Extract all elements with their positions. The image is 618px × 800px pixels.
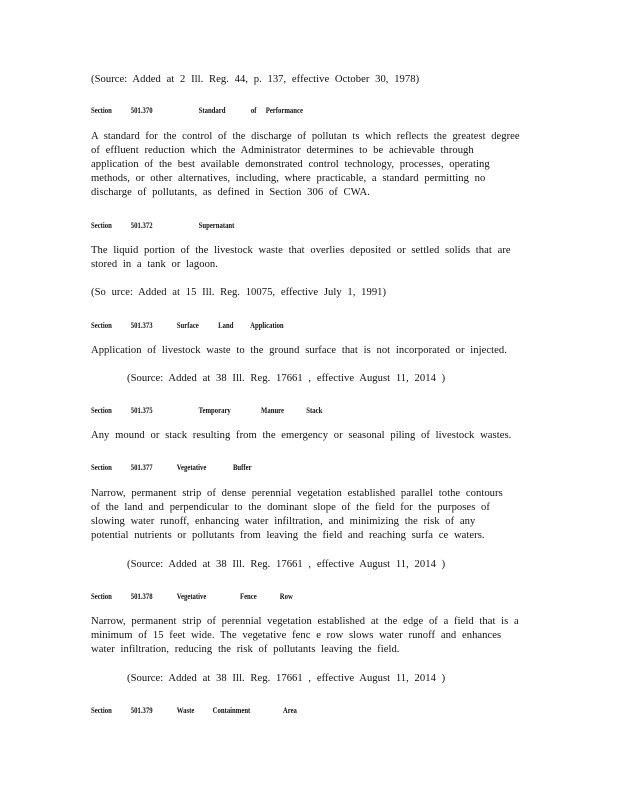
section-title-word: Surface xyxy=(176,320,199,330)
section-title-word: Manure xyxy=(261,405,285,415)
section-title-word: Buffer xyxy=(232,462,252,472)
section-title-word: Standard xyxy=(198,105,226,115)
section-label: Section xyxy=(91,462,112,472)
section-number: 501.378 xyxy=(130,591,153,601)
paragraph-line: slowing water runoff, enhancing water infiltration, and minimizing the risk of any xyxy=(91,516,476,527)
section-number: 501.377 xyxy=(130,462,153,472)
section-title-word: Performance xyxy=(265,105,303,115)
section-number: 501.372 xyxy=(130,220,153,230)
section-title-word: Waste xyxy=(176,705,195,715)
source-note: (Source: Added at 38 Ill. Reg. 17661 , effective August 11, 2014 ) xyxy=(127,373,446,384)
source-note: (Source: Added at 38 Ill. Reg. 17661 , effective August 11, 2014 ) xyxy=(127,673,446,684)
section-label: Section xyxy=(91,220,112,230)
paragraph-line: of effluent reduction which the Administrator determines to be achievable through xyxy=(91,145,474,156)
paragraph-line: minimum of 15 feet wide. The vegetative fenc e row slows water runoff and enhances xyxy=(91,630,502,641)
paragraph-line: Narrow, permanent strip of dense perennial vegetation established parallel tothe contours xyxy=(91,488,503,499)
section-title-word: Row xyxy=(279,591,293,601)
section-number: 501.379 xyxy=(130,705,153,715)
section-title-word: Vegetative xyxy=(176,462,207,472)
paragraph-line: water infiltration, reducing the risk of pollutants leaving the field. xyxy=(91,644,400,655)
section-title-word: Containment xyxy=(212,705,251,715)
section-title-word: Area xyxy=(282,705,297,715)
section-title-word: Supernatant xyxy=(198,220,235,230)
section-title-word: of xyxy=(250,105,257,115)
paragraph-line: discharge of pollutants, as defined in Section 306 of CWA. xyxy=(91,187,370,198)
section-title-word: Temporary xyxy=(198,405,231,415)
paragraph-line: application of the best available demonstrated control technology, processes, operating xyxy=(91,159,490,170)
section-label: Section xyxy=(91,591,112,601)
section-label: Section xyxy=(91,705,112,715)
source-note: (Source: Added at 2 Ill. Reg. 44, p. 137, effective October 30, 1978) xyxy=(91,74,420,85)
section-number: 501.375 xyxy=(130,405,153,415)
source-note: (Source: Added at 38 Ill. Reg. 17661 , effective August 11, 2014 ) xyxy=(127,559,446,570)
section-number: 501.370 xyxy=(130,105,153,115)
paragraph-line: Narrow, permanent strip of perennial vegetation established at the edge of a field that is a xyxy=(91,616,519,627)
paragraph-line: Any mound or stack resulting from the emergency or seasonal piling of livestock wastes. xyxy=(91,430,512,441)
section-title-word: Fence xyxy=(239,591,257,601)
section-label: Section xyxy=(91,320,112,330)
section-title-word: Application xyxy=(250,320,284,330)
paragraph-line: stored in a tank or lagoon. xyxy=(91,259,218,270)
section-title-word: Vegetative xyxy=(176,591,207,601)
paragraph-line: Application of livestock waste to the ground surface that is not incorporated or injected. xyxy=(91,345,507,356)
source-note: (So urce: Added at 15 Ill. Reg. 10075, effective July 1, 1991) xyxy=(91,287,387,298)
paragraph-line: methods, or other alternatives, including, where practicable, a standard permitting no xyxy=(91,173,486,184)
section-label: Section xyxy=(91,105,112,115)
section-number: 501.373 xyxy=(130,320,153,330)
paragraph-line: of the land and perpendicular to the dominant slope of the field for the purposes of xyxy=(91,502,490,513)
paragraph-line: potential nutrients or pollutants from leaving the field and reaching surfa ce waters. xyxy=(91,530,485,541)
section-label: Section xyxy=(91,405,112,415)
section-title-word: Land xyxy=(218,320,234,330)
paragraph-line: The liquid portion of the livestock waste that overlies deposited or settled solids that are xyxy=(91,245,511,256)
paragraph-line: A standard for the control of the discharge of pollutan ts which reflects the greatest degree xyxy=(91,131,520,142)
section-title-word: Stack xyxy=(306,405,323,415)
